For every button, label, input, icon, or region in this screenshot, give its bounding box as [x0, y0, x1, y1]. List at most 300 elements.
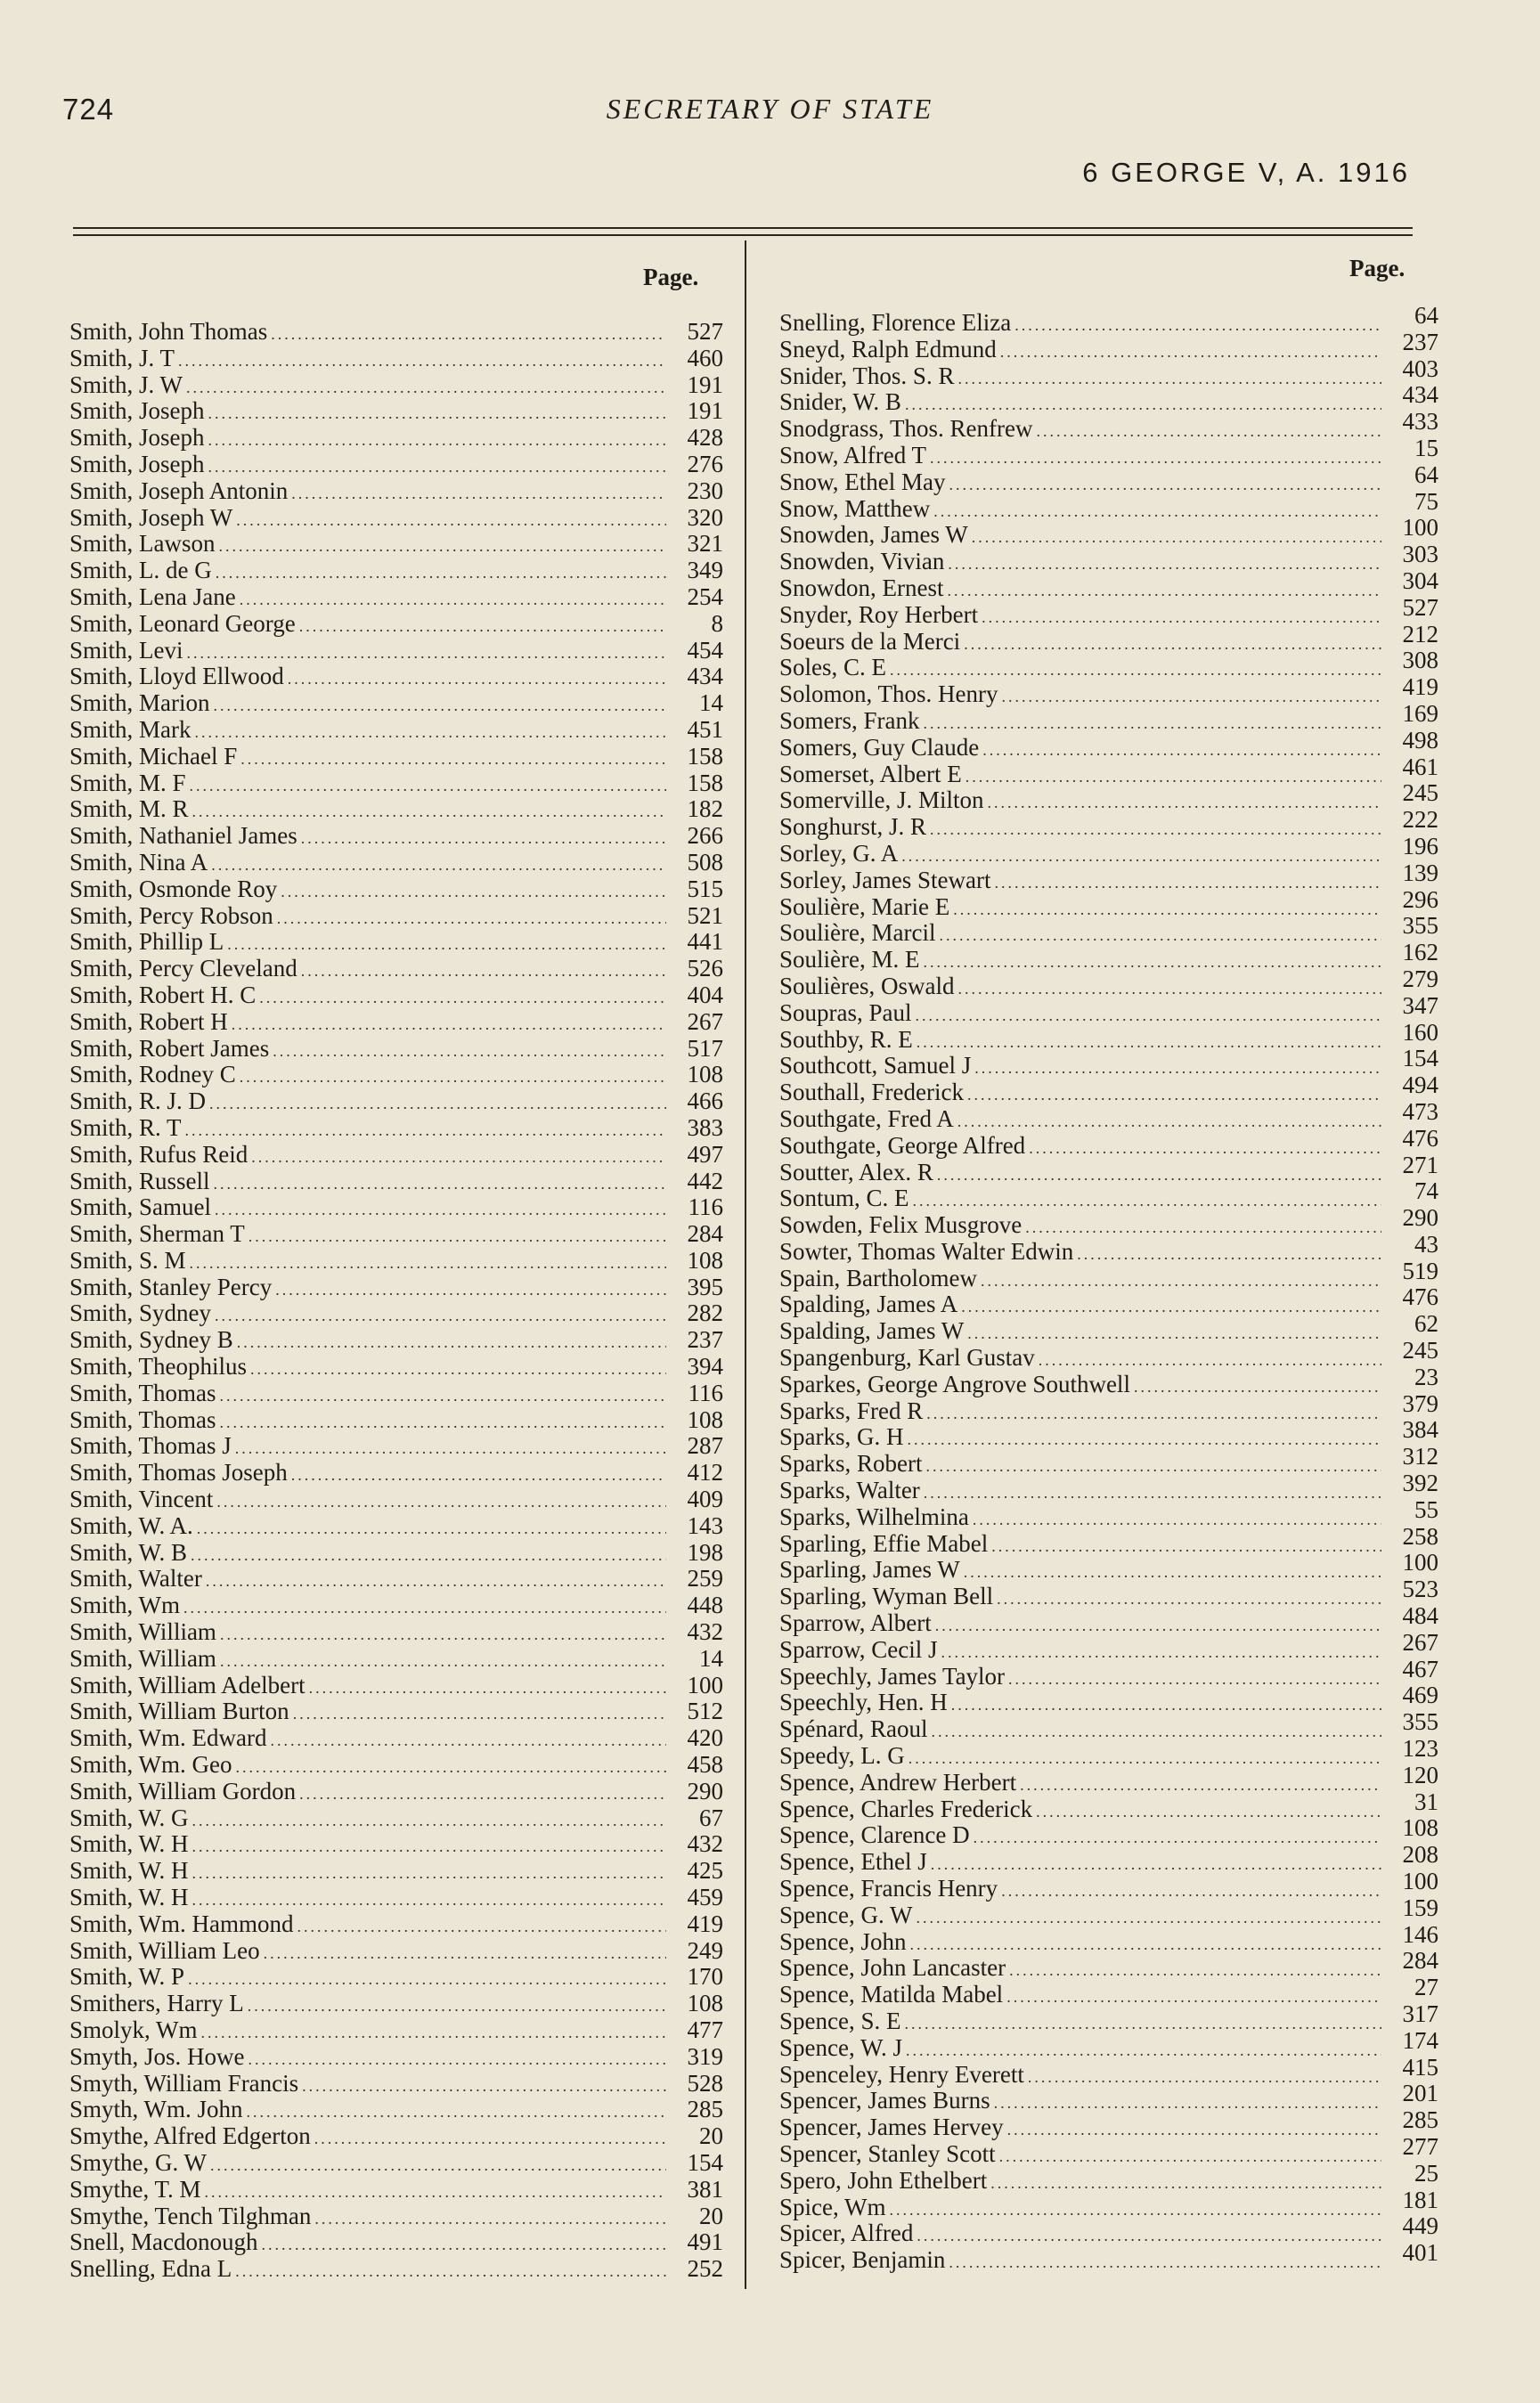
- right-index-column: [779, 302, 1438, 2274]
- entry-name: Smith, Walter: [69, 1565, 202, 1592]
- entry-name: Smith, W. P: [69, 1963, 185, 1991]
- entry-page: 412: [687, 1459, 723, 1487]
- entry-page: 441: [687, 928, 723, 956]
- dot-leader: [937, 1162, 1381, 1189]
- index-entry: [779, 1416, 1438, 1451]
- index-entry: [779, 1283, 1438, 1318]
- index-entry: [69, 1698, 723, 1725]
- entry-page: 460: [687, 344, 723, 371]
- entry-page: 230: [687, 477, 723, 504]
- entry-page: 473: [1402, 1097, 1438, 1125]
- entry-name: Smythe, T. M: [69, 2175, 201, 2203]
- entry-page: 290: [1402, 1204, 1438, 1232]
- dot-leader: [220, 1410, 666, 1437]
- entry-name: Southcott, Samuel J: [779, 1052, 972, 1079]
- entry-name: Sorley, James Stewart: [779, 866, 991, 893]
- entry-name: Sparks, Wilhelmina: [779, 1503, 969, 1530]
- index-entry: [69, 531, 723, 558]
- dot-leader: [1009, 1958, 1381, 1984]
- entry-page: 449: [1402, 2212, 1438, 2240]
- index-entry: [779, 1602, 1438, 1637]
- dot-leader: [999, 2144, 1381, 2171]
- entry-name: Sowter, Thomas Walter Edwin: [779, 1237, 1074, 1265]
- entry-page: 523: [1402, 1576, 1438, 1603]
- entry-name: Spicer, Benjamin: [779, 2246, 946, 2274]
- index-entry: [779, 1920, 1438, 1956]
- entry-page: 420: [687, 1724, 723, 1752]
- entry-name: Smith, Vincent: [69, 1486, 214, 1513]
- dot-leader: [220, 1383, 666, 1410]
- entry-name: Smyth, Wm. John: [69, 2096, 243, 2123]
- entry-page: 519: [1402, 1257, 1438, 1284]
- index-entry: [779, 514, 1438, 549]
- entry-name: Spénard, Raoul: [779, 1715, 928, 1743]
- entry-page: 64: [1414, 302, 1438, 329]
- dot-leader: [309, 1675, 666, 1702]
- entry-page: 442: [687, 1167, 723, 1194]
- entry-page: 401: [1402, 2239, 1438, 2267]
- dot-leader: [1014, 313, 1381, 339]
- dot-leader: [931, 1852, 1381, 1878]
- entry-page: 20: [699, 2122, 723, 2150]
- entry-page: 181: [1402, 2186, 1438, 2213]
- dot-leader: [216, 1489, 666, 1516]
- dot-leader: [250, 1356, 666, 1383]
- index-entry: [69, 1938, 723, 1965]
- dot-leader: [916, 1003, 1382, 1030]
- entry-page: 201: [1402, 2080, 1438, 2107]
- dot-leader: [188, 1967, 666, 1993]
- index-entry: [69, 505, 723, 532]
- entry-page: 528: [687, 2069, 723, 2097]
- entry-name: Smith, Joseph: [69, 397, 205, 425]
- entry-name: Smith, Lawson: [69, 530, 216, 558]
- index-entry: [779, 647, 1438, 681]
- entry-page: 245: [1402, 779, 1438, 807]
- entry-page: 290: [687, 1777, 723, 1804]
- index-entry: [69, 956, 723, 982]
- entry-name: Spence, John: [779, 1927, 907, 1955]
- entry-name: Smith, Mark: [69, 715, 191, 743]
- index-entry: [69, 638, 723, 664]
- dot-leader: [948, 578, 1382, 605]
- index-entry: [69, 903, 723, 930]
- entry-name: Snider, W. B: [779, 388, 901, 416]
- entry-name: Smith, J. T: [69, 344, 175, 371]
- index-entry: [779, 1974, 1438, 2008]
- entry-name: Spence, G. W: [779, 1901, 913, 1928]
- dot-leader: [982, 605, 1381, 631]
- dot-leader: [974, 1055, 1381, 1082]
- entry-page: 425: [687, 1857, 723, 1885]
- index-entry: [779, 1204, 1438, 1239]
- entry-name: Smith, Michael F: [69, 742, 238, 770]
- entry-page: 162: [1402, 939, 1438, 966]
- dot-leader: [273, 1039, 666, 1065]
- entry-name: Smith, Theophilus: [69, 1353, 248, 1381]
- entry-name: Southgate, Fred A: [779, 1104, 954, 1132]
- dot-leader: [208, 428, 666, 454]
- entry-page: 196: [1402, 832, 1438, 859]
- index-entry: [69, 744, 723, 770]
- entry-page: 379: [1402, 1389, 1438, 1417]
- entry-name: Smith, R. T: [69, 1113, 182, 1141]
- entry-page: 222: [1402, 806, 1438, 834]
- index-entry: [779, 673, 1438, 708]
- entry-page: 434: [687, 663, 723, 690]
- index-entry: [779, 1814, 1438, 1849]
- entry-name: Sorley, G. A: [779, 839, 899, 867]
- index-entry: [779, 806, 1438, 841]
- entry-page: 139: [1402, 859, 1438, 886]
- entry-name: Smith, Percy Robson: [69, 901, 273, 929]
- index-entry: [69, 1115, 723, 1142]
- dot-leader: [973, 1507, 1381, 1534]
- dot-leader: [195, 720, 666, 746]
- dot-leader: [997, 1586, 1381, 1613]
- index-entry: [69, 1566, 723, 1592]
- dot-leader: [183, 1595, 666, 1622]
- index-entry: [779, 1576, 1438, 1610]
- index-entry: [69, 1964, 723, 1991]
- entry-page: 432: [687, 1830, 723, 1858]
- index-entry: [779, 832, 1438, 868]
- header-rule-bottom: [73, 234, 1413, 236]
- entry-name: Spencer, James Hervey: [779, 2114, 1004, 2141]
- dot-leader: [216, 560, 666, 587]
- dot-leader: [949, 472, 1381, 499]
- entry-page: 497: [687, 1140, 723, 1168]
- dot-leader: [197, 1516, 666, 1543]
- entry-page: 100: [1402, 514, 1438, 542]
- index-entry: [69, 1805, 723, 1832]
- dot-leader: [1077, 1242, 1381, 1268]
- dot-leader: [1008, 1666, 1381, 1693]
- index-entry: [779, 620, 1438, 656]
- index-entry: [779, 1310, 1438, 1345]
- entry-name: Smith, J. W: [69, 371, 183, 398]
- entry-name: Smith, L. de G: [69, 557, 212, 584]
- entry-page: 320: [687, 503, 723, 531]
- dot-leader: [1036, 1799, 1381, 1826]
- entry-name: Spice, Wm: [779, 2193, 886, 2220]
- dot-leader: [240, 587, 666, 614]
- entry-name: Smythe, G. W: [69, 2148, 207, 2176]
- entry-name: Smithers, Harry L: [69, 1990, 244, 2017]
- dot-leader: [232, 1012, 666, 1039]
- entry-name: Sparrow, Cecil J: [779, 1635, 938, 1663]
- index-entry: [779, 1151, 1438, 1186]
- dot-leader: [930, 817, 1381, 843]
- index-entry: [69, 796, 723, 823]
- index-entry: [69, 1513, 723, 1540]
- entry-name: Soulière, Marcil: [779, 919, 936, 947]
- entry-page: 404: [687, 981, 723, 1008]
- index-entry: [779, 1230, 1438, 1266]
- dot-leader: [206, 1568, 666, 1595]
- entry-page: 120: [1402, 1761, 1438, 1788]
- entry-name: Spence, Charles Frederick: [779, 1795, 1033, 1822]
- dot-leader: [264, 1941, 666, 1967]
- entry-page: 459: [687, 1884, 723, 1911]
- dot-leader: [931, 1719, 1381, 1746]
- entry-page: 169: [1402, 699, 1438, 727]
- entry-page: 448: [687, 1592, 723, 1619]
- right-page-column-heading: Page.: [1349, 255, 1406, 281]
- dot-leader: [924, 1480, 1381, 1507]
- entry-name: Spalding, James W: [779, 1317, 965, 1345]
- page-number: 724: [62, 93, 115, 126]
- entry-name: Speedy, L. G: [779, 1742, 905, 1770]
- entry-name: Snelling, Edna L: [69, 2255, 232, 2283]
- dot-leader: [240, 1064, 666, 1091]
- index-entry: [69, 823, 723, 850]
- index-entry: [69, 2097, 723, 2123]
- entry-page: 116: [688, 1193, 723, 1221]
- dot-leader: [957, 366, 1381, 393]
- index-entry: [69, 1752, 723, 1779]
- entry-name: Soulière, Marie E: [779, 892, 950, 920]
- entry-name: Sparks, Walter: [779, 1477, 920, 1504]
- index-entry: [779, 779, 1438, 814]
- index-entry: [69, 1779, 723, 1805]
- index-entry: [779, 1257, 1438, 1292]
- index-entry: [69, 1142, 723, 1169]
- index-entry: [779, 328, 1438, 363]
- header-rule-top: [73, 227, 1413, 229]
- dot-leader: [990, 2171, 1381, 2197]
- index-entry: [69, 850, 723, 876]
- entry-page: 284: [1402, 1947, 1438, 1975]
- entry-page: 403: [1402, 354, 1438, 382]
- entry-page: 191: [687, 397, 723, 425]
- index-entry: [779, 1495, 1438, 1531]
- index-entry: [69, 558, 723, 584]
- dot-leader: [219, 534, 666, 560]
- entry-name: Smith, Thomas Joseph: [69, 1459, 288, 1487]
- dot-leader: [249, 1224, 666, 1250]
- entry-name: Spencer, James Burns: [779, 2087, 990, 2114]
- entry-page: 458: [687, 1751, 723, 1779]
- index-entry: [69, 1407, 723, 1434]
- entry-page: 100: [1402, 1549, 1438, 1576]
- entry-name: Smith, Sydney: [69, 1299, 212, 1327]
- dot-leader: [957, 976, 1381, 1003]
- entry-page: 279: [1402, 965, 1438, 992]
- entry-page: 383: [687, 1113, 723, 1141]
- entry-name: Smith, William: [69, 1618, 216, 1646]
- entry-name: Snowdon, Ernest: [779, 574, 944, 601]
- index-entry: [779, 381, 1438, 416]
- dot-leader: [1025, 1215, 1381, 1242]
- index-entry: [779, 2159, 1438, 2195]
- entry-name: Smyth, Jos. Howe: [69, 2042, 245, 2070]
- index-entry: [779, 753, 1438, 788]
- entry-page: 174: [1402, 2026, 1438, 2054]
- entry-page: 395: [687, 1273, 723, 1300]
- entry-page: 494: [1402, 1071, 1438, 1099]
- index-entry: [69, 876, 723, 903]
- index-entry: [69, 1062, 723, 1088]
- entry-page: 521: [687, 901, 723, 929]
- entry-page: 392: [1402, 1470, 1438, 1497]
- index-entry: [69, 1381, 723, 1407]
- dot-leader: [291, 1462, 666, 1489]
- entry-page: 285: [1402, 2106, 1438, 2134]
- entry-page: 384: [1402, 1416, 1438, 1444]
- index-entry: [69, 1009, 723, 1036]
- index-entry: [779, 1097, 1438, 1133]
- index-entry: [779, 2212, 1438, 2247]
- entry-name: Spicer, Alfred: [779, 2220, 914, 2247]
- dot-leader: [904, 2011, 1381, 2038]
- index-entry: [69, 1991, 723, 2017]
- entry-page: 451: [687, 715, 723, 743]
- entry-name: Smith, Joseph W: [69, 503, 233, 531]
- entry-name: Somers, Guy Claude: [779, 733, 980, 761]
- index-entry: [779, 2106, 1438, 2141]
- entry-page: 267: [1402, 1628, 1438, 1656]
- index-entry: [779, 699, 1438, 735]
- entry-page: 245: [1402, 1337, 1438, 1364]
- index-entry: [69, 2071, 723, 2098]
- entry-page: 466: [687, 1087, 723, 1115]
- entry-page: 433: [1402, 408, 1438, 436]
- entry-name: Somerville, J. Milton: [779, 786, 984, 814]
- dot-leader: [966, 764, 1381, 791]
- dot-leader: [1029, 1136, 1381, 1162]
- column-divider: [745, 240, 746, 2289]
- entry-name: Sparling, Wyman Bell: [779, 1583, 994, 1610]
- index-entry: [779, 1018, 1438, 1054]
- entry-name: Smith, Sydney B: [69, 1326, 233, 1354]
- dot-leader: [220, 1622, 666, 1649]
- entry-page: 508: [687, 848, 723, 876]
- index-entry: [69, 2229, 723, 2256]
- index-entry: [69, 1487, 723, 1513]
- dot-leader: [185, 1118, 666, 1144]
- entry-page: 198: [687, 1538, 723, 1566]
- entry-name: Spenceley, Henry Everett: [779, 2060, 1024, 2088]
- dot-leader: [215, 1197, 666, 1224]
- index-entry: [779, 2026, 1438, 2062]
- entry-page: 237: [1402, 328, 1438, 355]
- dot-leader: [917, 2223, 1381, 2250]
- index-entry: [779, 1124, 1438, 1160]
- entry-name: Smith, R. J. D: [69, 1087, 207, 1115]
- entry-page: 276: [687, 450, 723, 477]
- entry-page: 454: [687, 636, 723, 664]
- index-entry: [69, 1911, 723, 1938]
- entry-name: Smith, Rodney C: [69, 1061, 236, 1088]
- dot-leader: [889, 2197, 1381, 2224]
- entry-page: 154: [1402, 1045, 1438, 1072]
- index-entry: [779, 541, 1438, 575]
- entry-page: 14: [699, 1644, 723, 1672]
- entry-page: 355: [1402, 1708, 1438, 1736]
- entry-page: 116: [688, 1379, 723, 1406]
- dot-leader: [1006, 1984, 1381, 2011]
- entry-page: 154: [687, 2148, 723, 2176]
- entry-name: Somerset, Albert E: [779, 760, 962, 787]
- index-entry: [779, 408, 1438, 443]
- entry-page: 461: [1402, 753, 1438, 780]
- entry-name: Sparling, James W: [779, 1556, 960, 1584]
- index-entry: [69, 346, 723, 372]
- index-entry: [69, 1460, 723, 1487]
- dot-leader: [1028, 2065, 1381, 2091]
- entry-page: 159: [1402, 1894, 1438, 1921]
- dot-leader: [249, 2047, 666, 2073]
- entry-name: Smith, William: [69, 1644, 216, 1672]
- entry-name: Spencer, Stanley Scott: [779, 2139, 996, 2167]
- entry-name: Snelling, Florence Eliza: [779, 309, 1012, 336]
- entry-page: 349: [687, 557, 723, 584]
- index-entry: [69, 1327, 723, 1354]
- index-entry: [69, 2044, 723, 2071]
- entry-page: 484: [1402, 1602, 1438, 1630]
- entry-name: Snowden, James W: [779, 521, 968, 549]
- index-entry: [69, 664, 723, 690]
- entry-name: Smythe, Alfred Edgerton: [69, 2122, 311, 2150]
- entry-page: 108: [687, 1246, 723, 1274]
- index-entry: [69, 929, 723, 956]
- entry-name: Smith, W. G: [69, 1804, 189, 1831]
- dot-leader: [908, 1427, 1382, 1454]
- index-entry: [69, 398, 723, 425]
- dot-leader: [214, 693, 666, 720]
- entry-page: 191: [687, 371, 723, 398]
- dot-leader: [271, 322, 666, 348]
- index-entry: [69, 425, 723, 452]
- index-entry: [779, 2080, 1438, 2114]
- index-entry: [69, 1354, 723, 1381]
- entry-name: Smith, Thomas: [69, 1379, 216, 1406]
- entry-name: Southgate, George Alfred: [779, 1131, 1026, 1159]
- index-entry: [779, 1761, 1438, 1796]
- entry-name: Soutter, Alex. R: [779, 1158, 933, 1185]
- index-entry: [779, 1389, 1438, 1425]
- entry-page: 15: [1414, 434, 1438, 461]
- entry-page: 237: [687, 1326, 723, 1354]
- entry-page: 304: [1402, 566, 1438, 594]
- entry-page: 517: [687, 1034, 723, 1062]
- entry-name: Smith, Joseph: [69, 424, 205, 452]
- entry-page: 317: [1402, 2000, 1438, 2027]
- dot-leader: [251, 1144, 666, 1171]
- index-entry: [69, 319, 723, 346]
- dot-leader: [291, 481, 666, 508]
- entry-name: Soeurs de la Merci: [779, 627, 961, 655]
- dot-leader: [214, 1171, 666, 1198]
- entry-name: Smith, Nathaniel James: [69, 822, 297, 850]
- index-entry: [779, 859, 1438, 894]
- entry-name: Spence, Matilda Mabel: [779, 1981, 1004, 2008]
- dot-leader: [930, 445, 1381, 472]
- entry-page: 303: [1402, 541, 1438, 568]
- dot-leader: [301, 958, 666, 985]
- entry-name: Smith, Robert H: [69, 1007, 228, 1035]
- dot-leader: [924, 711, 1382, 737]
- index-entry: [69, 1725, 723, 1752]
- entry-name: Sparrow, Albert: [779, 1609, 932, 1637]
- dot-leader: [248, 1993, 666, 2020]
- entry-page: 170: [687, 1963, 723, 1991]
- dot-leader: [949, 2250, 1381, 2277]
- index-entry: [69, 372, 723, 399]
- entry-name: Sneyd, Ralph Edmund: [779, 335, 997, 362]
- entry-page: 62: [1414, 1310, 1438, 1338]
